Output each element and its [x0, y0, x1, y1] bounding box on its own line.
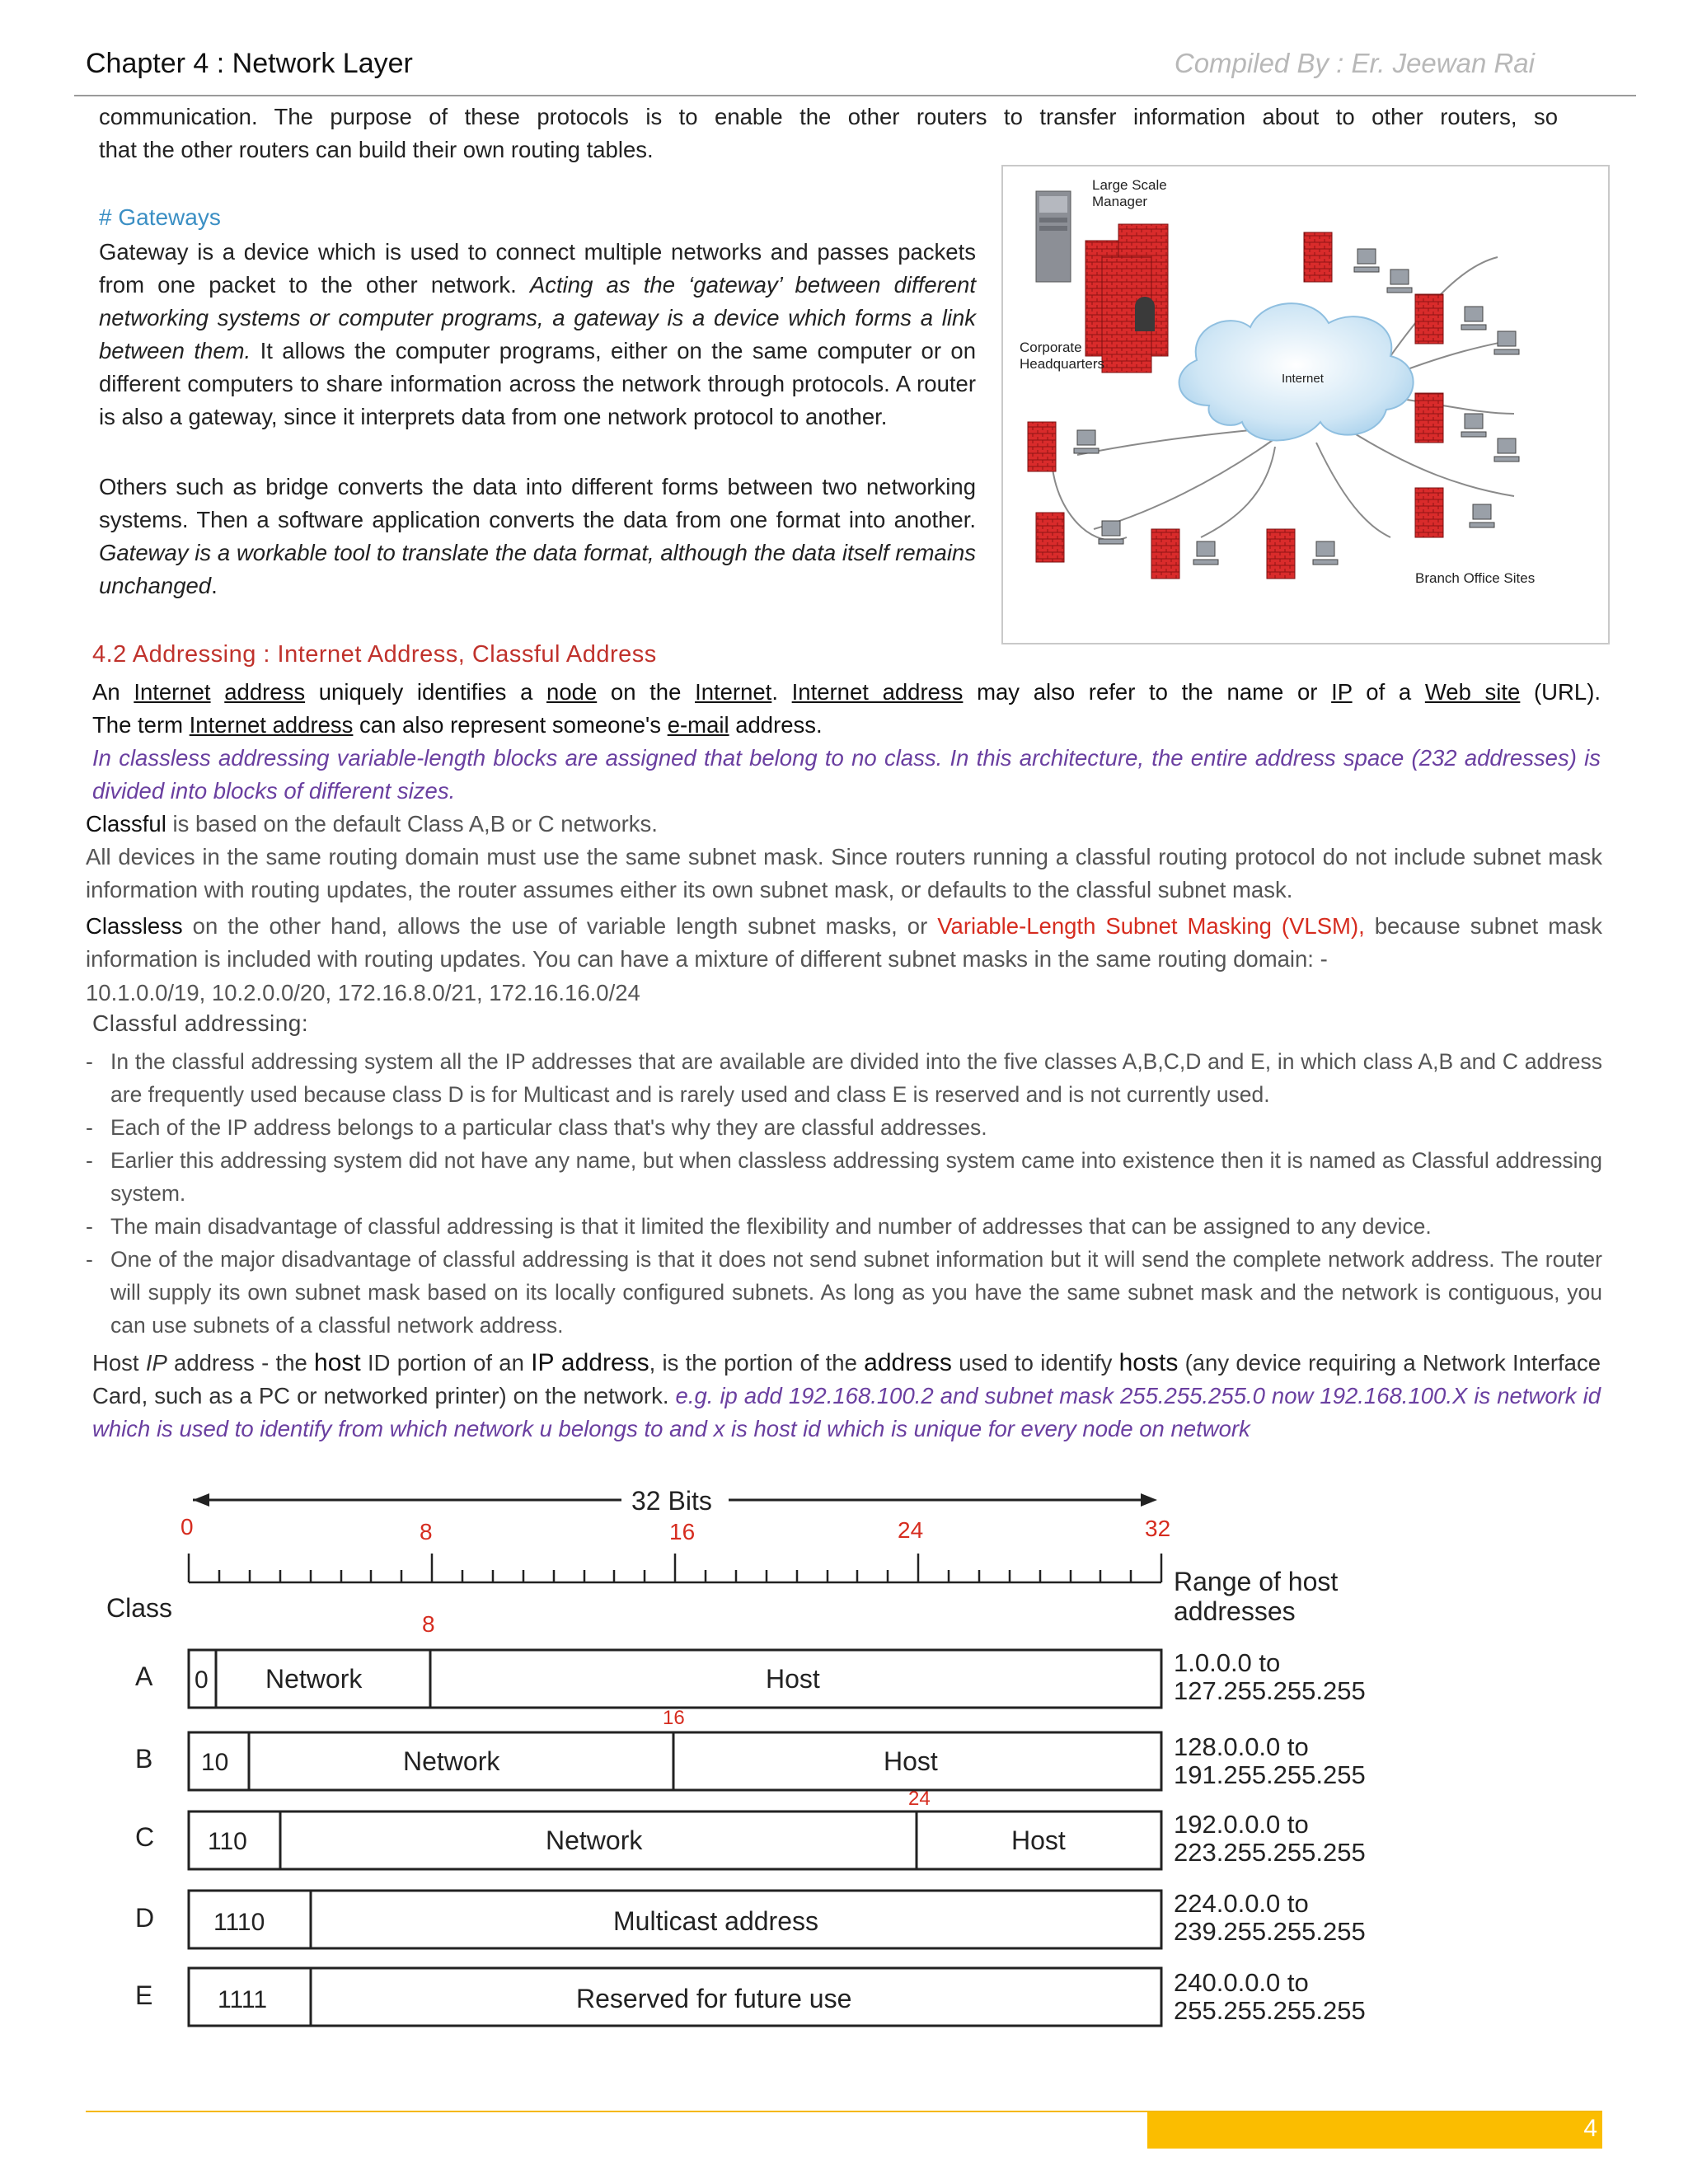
- text-span: may also refer to the name or: [963, 679, 1332, 705]
- bullet-item: - In the classful addressing system all the IP addresses that are available are divided into the five classes A,B,C,D and E, in which class A,B and C address are frequently used because class D is for Multicast and is rarely used and class E is reserved and is not currently used.: [86, 1049, 1602, 1107]
- text-span: .: [771, 679, 792, 705]
- intro-line-2: that the other routers can build their own routing tables.: [99, 137, 654, 162]
- classful-paragraph: All devices in the same routing domain must use the same subnet mask. Since routers running a classful routing protocol do not include subnet mask information with routing updates, the router assumes either its own subnet mask, or defaults to the classful subnet mask.: [86, 844, 1602, 902]
- range-end: 255.255.255.255: [1174, 1996, 1366, 2025]
- subnet-examples: 10.1.0.0/19, 10.2.0.0/20, 172.16.8.0/21, 172.16.16.0/24: [86, 980, 640, 1005]
- classful-definition: [86, 808, 1602, 841]
- branch-firewall-icon: [1028, 422, 1056, 471]
- range-end: 191.255.255.255: [1174, 1760, 1366, 1789]
- text-span: [211, 679, 225, 705]
- computer-icon: [1074, 430, 1099, 453]
- text-span: uniquely identifies a: [305, 679, 547, 705]
- bullet-item: - One of the major disadvantage of classful addressing is that it does not send subnet information but it will send the complete network address. The router will supply its own subnet mask based on its locally configured subnets. As long as you have the same subnet mask and the network is contiguous, you can use subnets of a classful network address.: [86, 1247, 1602, 1338]
- text-span: of a: [1352, 679, 1425, 705]
- byte-boundary-16: 16: [663, 1707, 685, 1729]
- gateways-p2-text: Others such as bridge converts the data into different forms between two networking systems. Then a software application converts the data from one format into another.: [99, 474, 976, 532]
- range-start: 224.0.0.0 to: [1174, 1889, 1309, 1918]
- ip-address-term: IP address: [531, 1349, 649, 1376]
- class-prefix: 1111: [218, 1986, 268, 2013]
- text-span: ID portion of an: [360, 1350, 532, 1376]
- tick-label-8: 8: [420, 1519, 433, 1544]
- header-divider: [74, 95, 1636, 96]
- bullet-item: - Each of the IP address belongs to a particular class that's why they are classful addresses.: [86, 1115, 987, 1140]
- classful-def-text: is based on the default Class A,B or C networks.: [166, 811, 658, 837]
- text-span: on the: [597, 679, 696, 705]
- bit-ruler: [189, 1554, 1161, 1582]
- gateway-network-figure: [1001, 165, 1610, 644]
- class-e-row: [135, 1968, 1366, 2026]
- range-end: 127.255.255.255: [1174, 1676, 1366, 1705]
- classful-term: Classful: [86, 811, 166, 837]
- link-ip[interactable]: IP: [1331, 679, 1353, 705]
- reserved-segment: Reserved for future use: [576, 1984, 852, 2013]
- cloud-label: Internet: [1282, 372, 1324, 386]
- link-email[interactable]: e-mail: [667, 712, 729, 738]
- hosts-term: hosts: [1118, 1349, 1179, 1376]
- bullet-text: One of the major disadvantage of classful addressing is that it does not send subnet information but it will send the complete network address. The router will supply its own subnet mask based on its locally configured subnets. As long as you have the same subnet mask and the network is contiguous, you can use subnets of a classful network address.: [110, 1247, 1602, 1338]
- headquarters-firewall-icon: [1085, 224, 1168, 373]
- class-b-box: [189, 1732, 1161, 1790]
- address-term: address: [864, 1349, 952, 1376]
- branch-firewall-icon: [1304, 232, 1332, 282]
- page-number: 4: [1583, 2115, 1597, 2142]
- computer-icon: [1494, 438, 1519, 462]
- class-a-row: [135, 1648, 1366, 1708]
- link-internet-address[interactable]: Internet address: [791, 679, 964, 705]
- hq-label-2: Headquarters: [1020, 356, 1105, 372]
- manager-label-1: Large Scale: [1092, 177, 1167, 193]
- text-span: , is the portion of the: [649, 1350, 865, 1376]
- link-web-site[interactable]: Web site: [1424, 679, 1521, 705]
- class-letter: C: [135, 1822, 155, 1852]
- host-segment: Host: [1011, 1825, 1066, 1855]
- network-segment: Network: [546, 1825, 643, 1855]
- vlsm-term: Variable-Length Subnet Masking (VLSM),: [937, 913, 1365, 939]
- tick-label-32: 32: [1145, 1516, 1171, 1541]
- chapter-title: Chapter 4 : Network Layer: [86, 48, 413, 79]
- link-node[interactable]: node: [546, 679, 598, 705]
- host-example: e.g. ip add 192.168.100.2 and subnet mask 255.255.255.0 now 192.168.100.X is network id which is used to identify from which network u belongs to and x is host id which is unique for every node on network: [92, 1383, 1601, 1441]
- text-span: (any device requiring a Network Interface Card, such as a PC or networked printer) on the network.: [92, 1350, 1601, 1408]
- class-letter: B: [135, 1744, 153, 1774]
- link-internet[interactable]: Internet: [134, 679, 211, 705]
- network-segment: Network: [403, 1746, 500, 1776]
- bullet-item: - The main disadvantage of classful addressing is that it limited the flexibility and number of addresses that can be assigned to any device.: [86, 1214, 1432, 1239]
- computer-icon: [1470, 504, 1494, 527]
- host-term: host: [314, 1349, 361, 1376]
- tick-label-16: 16: [669, 1519, 696, 1544]
- classless-paragraph: [86, 910, 1602, 976]
- computer-icon: [1387, 269, 1412, 293]
- class-d-row: [135, 1889, 1366, 1948]
- range-label-2: addresses: [1174, 1596, 1296, 1626]
- range-end: 223.255.255.255: [1174, 1838, 1366, 1867]
- bullet-item: - Earlier this addressing system did not have any name, but when classless addressing system came into existence then it is named as Classful addressing system.: [86, 1148, 1602, 1206]
- bullet-text: In the classful addressing system all the IP addresses that are available are divided into the five classes A,B,C,D and E, in which class A,B and C address are frequently used because class D is for Multicast and is rarely used and class E is reserved and is not currently used.: [110, 1049, 1602, 1107]
- computer-icon: [1099, 521, 1123, 544]
- bullet-text: Earlier this addressing system did not have any name, but when classless addressing system came into existence then it is named as Classful addressing system.: [110, 1148, 1602, 1206]
- internet-address-paragraph: [92, 676, 1601, 742]
- text-span: The term: [92, 712, 190, 738]
- ip-address-classes-figure: [86, 1475, 1404, 2052]
- class-prefix: 1110: [213, 1909, 265, 1936]
- branch-firewall-icon: [1151, 529, 1179, 579]
- computer-icon: [1494, 331, 1519, 354]
- computer-icon: [1193, 541, 1218, 565]
- gateways-p1-text-2: It allows the computer programs, either on the same computer or on different computers to share information across the network through protocols. A router is also a gateway, since it interprets data from one network protocol to another.: [99, 338, 977, 429]
- network-segment: Network: [265, 1664, 363, 1694]
- branch-firewall-icon: [1267, 529, 1295, 579]
- ip-classes-diagram: [86, 1475, 1404, 2052]
- branch-firewall-icon: [1036, 513, 1064, 562]
- text-span: (URL).: [1520, 679, 1601, 705]
- multicast-segment: Multicast address: [613, 1906, 818, 1936]
- gateways-paragraph-2: [99, 471, 976, 602]
- text-span: can also represent someone's: [353, 712, 668, 738]
- branch-firewall-icon: [1415, 294, 1443, 344]
- classful-addressing-heading: Classful addressing:: [92, 1010, 309, 1036]
- host-segment: Host: [884, 1746, 938, 1776]
- link-address[interactable]: address: [224, 679, 306, 705]
- branch-firewall-icon: [1415, 488, 1443, 537]
- gateways-p1-text: Gateway is a device which is used to connect multiple networks and passes packets from one packet to the other network.: [99, 239, 976, 298]
- hq-label-1: Corporate: [1020, 340, 1082, 355]
- footer-bar: [1147, 2112, 1602, 2149]
- compiled-by: Compiled By : Er. Jeewan Rai: [1174, 48, 1535, 78]
- intro-line-1: communication. The purpose of these protocols is to enable the other routers to transfer information about to other routers, so: [99, 104, 1558, 129]
- computer-icon: [1461, 414, 1486, 437]
- computer-icon: [1354, 249, 1379, 272]
- class-letter: D: [135, 1903, 155, 1933]
- text-span: used to identify: [951, 1350, 1119, 1376]
- classless-text-1: on the other hand, allows the use of variable length subnet masks, or: [182, 913, 938, 939]
- bullet-text: The main disadvantage of classful addressing is that it limited the flexibility and number of addresses that can be assigned to any device.: [110, 1214, 1432, 1239]
- manager-label-2: Manager: [1092, 194, 1148, 209]
- bullet-text: Each of the IP address belongs to a particular class that's why they are classful addresses.: [110, 1115, 987, 1140]
- text-span: address.: [729, 712, 823, 738]
- intro-paragraph: [99, 101, 1558, 166]
- bits-label: 32 Bits: [631, 1486, 712, 1516]
- range-end: 239.255.255.255: [1174, 1917, 1366, 1946]
- computer-icon: [1461, 307, 1486, 330]
- class-label: Class: [106, 1593, 173, 1623]
- server-icon: [1036, 191, 1071, 282]
- class-prefix: 0: [195, 1666, 209, 1694]
- range-label-1: Range of host: [1174, 1567, 1339, 1596]
- range-start: 1.0.0.0 to: [1174, 1648, 1281, 1677]
- tick-label-0: 0: [181, 1514, 194, 1540]
- class-prefix: 10: [201, 1749, 229, 1776]
- internet-address-line-1: [92, 676, 1601, 709]
- range-start: 192.0.0.0 to: [1174, 1810, 1309, 1839]
- text-span: address - the: [166, 1350, 315, 1376]
- computer-icon: [1313, 541, 1338, 565]
- gateways-p2-end: .: [211, 573, 218, 598]
- text-span: IP: [145, 1350, 167, 1376]
- gateways-paragraph-1: [99, 236, 976, 434]
- link-internet-2[interactable]: Internet: [695, 679, 772, 705]
- host-segment: Host: [766, 1664, 820, 1694]
- gateways-heading: # Gateways: [99, 204, 221, 230]
- classless-text-2: because subnet mask information is included with routing updates. You can have a mixture of different subnet masks in the same routing domain: -: [86, 913, 1603, 972]
- class-c-row: [135, 1810, 1366, 1869]
- internet-address-line-2: [92, 709, 1601, 742]
- tick-label-24: 24: [898, 1517, 924, 1543]
- class-b-row: [135, 1732, 1366, 1790]
- branch-firewall-icon: [1415, 393, 1443, 443]
- classless-term: Classless: [86, 913, 183, 939]
- range-start: 128.0.0.0 to: [1174, 1732, 1309, 1761]
- class-letter: E: [135, 1980, 153, 2010]
- gateways-p1-italic: Acting as the ‘gateway’ between different networking systems or computer programs, a gateway is a device which forms a link between them.: [99, 272, 976, 363]
- class-letter: A: [135, 1661, 153, 1691]
- gateway-network-diagram: [1003, 166, 1608, 643]
- classful-bullet-list: [86, 1045, 1602, 1342]
- classless-definition: In classless addressing variable-length blocks are assigned that belong to no class. In this architecture, the entire address space (232 addresses) is divided into blocks of different sizes.: [92, 745, 1601, 804]
- text-span: An: [92, 679, 134, 705]
- host-address-paragraph: [92, 1347, 1601, 1446]
- class-prefix: 110: [208, 1828, 247, 1855]
- gateways-p2-italic: Gateway is a workable tool to translate the data format, although the data itself remains unchanged: [99, 540, 976, 598]
- text-span: Host: [92, 1350, 146, 1376]
- addressing-heading: 4.2 Addressing : Internet Address, Classful Address: [92, 641, 657, 668]
- range-start: 240.0.0.0 to: [1174, 1968, 1309, 1997]
- link-internet-address-2[interactable]: Internet address: [189, 712, 354, 738]
- branch-label: Branch Office Sites: [1415, 570, 1536, 586]
- byte-boundary-24: 24: [908, 1788, 931, 1810]
- byte-boundary-8: 8: [422, 1611, 435, 1637]
